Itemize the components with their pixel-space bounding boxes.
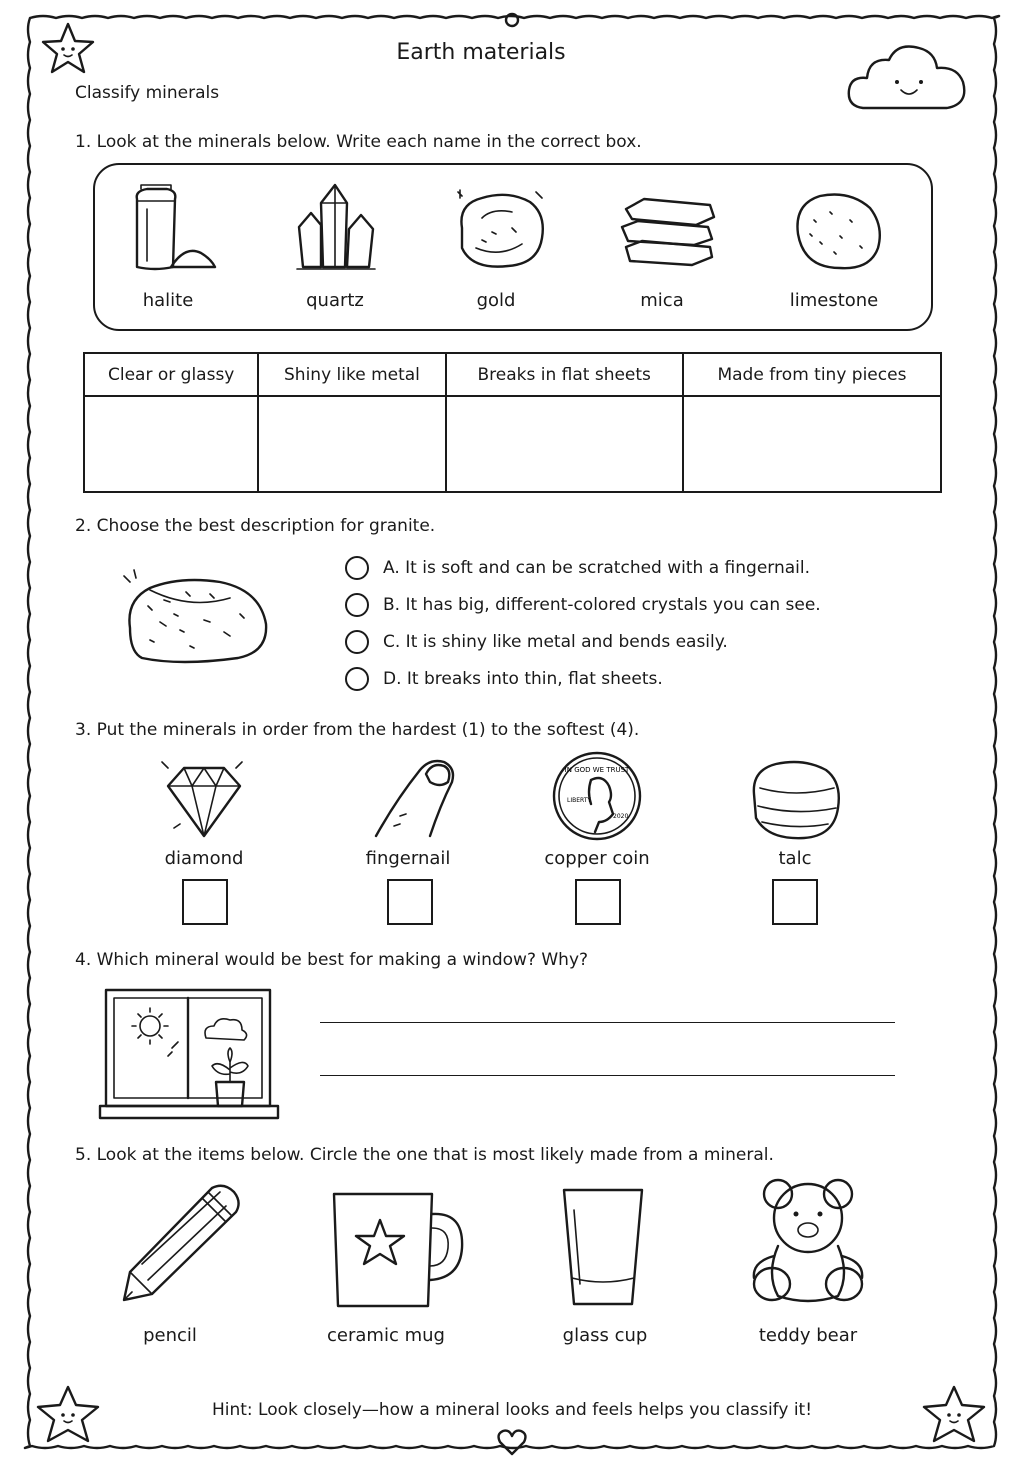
table-header: Clear or glassy xyxy=(84,353,258,396)
answer-line[interactable] xyxy=(320,1022,895,1023)
answer-cell[interactable] xyxy=(683,396,941,492)
option-radio[interactable] xyxy=(345,556,369,580)
answer-line[interactable] xyxy=(320,1075,895,1076)
coin-motto: IN GOD WE TRUST xyxy=(564,766,630,774)
table-header-row xyxy=(84,353,941,396)
object-label: ceramic mug xyxy=(327,1325,445,1346)
option-label: A. It is soft and can be scratched with a fingernail. xyxy=(383,558,811,578)
window-picture xyxy=(98,986,282,1122)
table-row xyxy=(84,396,941,492)
rank-box[interactable] xyxy=(772,879,818,925)
pencil-picture xyxy=(112,1182,244,1310)
option-label: C. It is shiny like metal and bends easily. xyxy=(383,632,728,652)
q4-prompt: 4. Which mineral would be best for making a window? Why? xyxy=(75,950,589,970)
q1-number: 1. xyxy=(75,132,92,152)
q1-prompt xyxy=(75,132,642,152)
rank-box[interactable] xyxy=(387,879,433,925)
q1-prompt-text: Look at the minerals below. Write each name in the correct box. xyxy=(96,132,642,152)
mineral-label: limestone xyxy=(789,290,879,311)
table-header: Shiny like metal xyxy=(258,353,445,396)
halite-picture xyxy=(125,183,220,273)
q2-prompt: 2. Choose the best description for granite. xyxy=(75,516,436,536)
coin-liberty: LIBERTY xyxy=(567,797,592,804)
page-subtitle: Classify minerals xyxy=(75,83,220,103)
mineral-label: halite xyxy=(142,290,194,311)
talc-picture xyxy=(748,758,844,842)
option-radio[interactable] xyxy=(345,593,369,617)
page-title: Earth materials xyxy=(396,40,566,65)
fingernail-picture xyxy=(370,756,460,844)
coin-year: 2020 xyxy=(613,813,629,820)
table-header: Made from tiny pieces xyxy=(683,353,941,396)
mineral-label: gold xyxy=(476,290,516,311)
flower-icon xyxy=(502,10,522,30)
sort-table xyxy=(83,352,942,493)
hardness-item-label: fingernail xyxy=(365,848,451,869)
hardness-item-label: diamond xyxy=(164,848,244,869)
copper-coin-picture xyxy=(547,752,647,842)
q3-prompt: 3. Put the minerals in order from the hardest (1) to the softest (4). xyxy=(75,720,640,740)
heart-icon xyxy=(496,1428,528,1458)
hardness-item-label: copper coin xyxy=(544,848,650,869)
answer-cell[interactable] xyxy=(446,396,683,492)
granite-picture xyxy=(120,570,270,666)
diamond-picture xyxy=(160,760,250,840)
glass-cup-picture xyxy=(560,1186,646,1310)
limestone-picture xyxy=(790,190,884,272)
option-label: B. It has big, different-colored crystals you can see. xyxy=(383,595,821,615)
q5-prompt: 5. Look at the items below. Circle the one that is most likely made from a mineral. xyxy=(75,1145,774,1165)
answer-cell[interactable] xyxy=(258,396,445,492)
teddy-bear-picture xyxy=(748,1174,868,1312)
object-label: pencil xyxy=(143,1325,197,1346)
object-label: teddy bear xyxy=(758,1325,858,1346)
table-header: Breaks in flat sheets xyxy=(446,353,683,396)
hint-text: Hint: Look closely—how a mineral looks and feels helps you classify it! xyxy=(211,1400,813,1420)
mineral-label: quartz xyxy=(306,290,364,311)
hardness-item-label: talc xyxy=(778,848,812,869)
object-label: glass cup xyxy=(562,1325,648,1346)
option-radio[interactable] xyxy=(345,630,369,654)
quartz-picture xyxy=(293,183,379,273)
gold-picture xyxy=(452,188,548,273)
rank-box[interactable] xyxy=(575,879,621,925)
option-label: D. It breaks into thin, flat sheets. xyxy=(383,669,663,689)
ceramic-mug-picture xyxy=(328,1188,468,1312)
mica-picture xyxy=(618,195,720,270)
option-radio[interactable] xyxy=(345,667,369,691)
rank-box[interactable] xyxy=(182,879,228,925)
mineral-label: mica xyxy=(640,290,684,311)
answer-cell[interactable] xyxy=(84,396,258,492)
